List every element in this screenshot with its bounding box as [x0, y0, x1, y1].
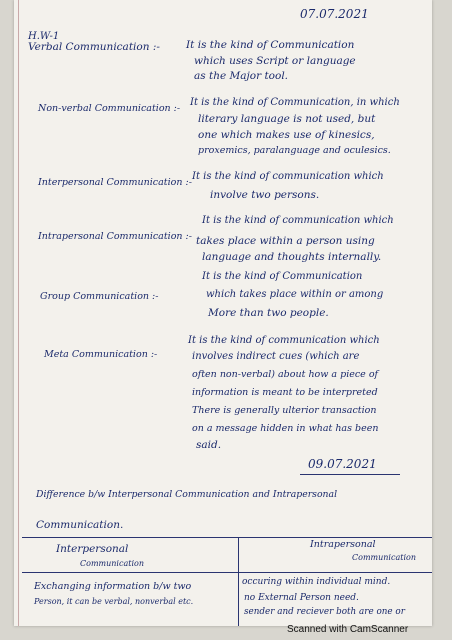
difference-title-2: Communication.: [36, 519, 124, 531]
table-col1-row-1: Exchanging information b/w two: [34, 581, 192, 592]
def-meta-1: It is the kind of communication which: [188, 335, 380, 346]
margin-line: [18, 0, 19, 626]
difference-title-1: Difference b/w Interpersonal Communication and Intrapersonal: [36, 489, 338, 500]
date-underline: [300, 474, 400, 475]
table-col1-row-2: Person, it can be verbal, nonverbal etc.: [34, 597, 194, 606]
heading-hw: H.W-1: [28, 31, 60, 42]
def-interpersonal-1: It is the kind of communication which: [192, 171, 384, 182]
table-col2-row-3: sender and reciever both are one or: [244, 607, 405, 617]
term-nonverbal: Non-verbal Communication :-: [38, 103, 181, 114]
def-meta-2: involves indirect cues (which are: [192, 351, 360, 362]
def-nonverbal-2: literary language is not used, but: [198, 113, 376, 125]
def-nonverbal-4: proxemics, paralanguage and oculesics.: [198, 145, 391, 156]
table-top-line: [22, 537, 432, 538]
def-meta-3: often non-verbal) about how a piece of: [192, 369, 379, 380]
def-group-1: It is the kind of Communication: [202, 271, 363, 282]
def-intrapersonal-3: language and thoughts internally.: [202, 251, 382, 263]
term-intrapersonal: Intrapersonal Communication :-: [38, 231, 192, 242]
term-group: Group Communication :-: [40, 291, 159, 302]
table-column-divider: [238, 537, 239, 626]
def-intrapersonal-1: It is the kind of communication which: [202, 215, 394, 226]
def-verbal-2: which uses Script or language: [194, 55, 356, 67]
table-col1-header-2: Communication: [80, 559, 144, 568]
notebook-page: [14, 0, 432, 626]
def-meta-4: information is meant to be interpreted: [192, 387, 378, 398]
scanner-watermark: Scanned with CamScanner: [287, 624, 409, 635]
date-top: 07.07.2021: [300, 7, 369, 21]
def-verbal-1: It is the kind of Communication: [186, 39, 355, 51]
table-col2-header-1: Intrapersonal: [310, 539, 376, 550]
def-group-2: which takes place within or among: [206, 289, 384, 300]
def-group-3: More than two people.: [208, 307, 329, 319]
def-interpersonal-2: involve two persons.: [210, 189, 320, 201]
term-verbal: Verbal Communication :-: [28, 41, 160, 53]
def-meta-7: said.: [196, 439, 222, 451]
table-col2-row-1: occuring within individual mind.: [242, 577, 391, 587]
def-verbal-3: as the Major tool.: [194, 70, 289, 82]
def-nonverbal-1: It is the kind of Communication, in which: [190, 97, 400, 108]
table-header-line: [22, 572, 432, 573]
def-nonverbal-3: one which makes use of kinesics,: [198, 129, 375, 141]
term-meta: Meta Communication :-: [44, 349, 158, 360]
def-intrapersonal-2: takes place within a person using: [196, 235, 375, 247]
table-col1-header-1: Interpersonal: [56, 543, 129, 555]
table-col2-header-2: Communication: [352, 553, 416, 562]
table-col2-row-2: no External Person need.: [244, 593, 359, 603]
date-second: 09.07.2021: [308, 457, 377, 471]
term-interpersonal: Interpersonal Communication :-: [38, 177, 192, 188]
def-meta-5: There is generally ulterior transaction: [192, 405, 377, 416]
def-meta-6: on a message hidden in what has been: [192, 423, 379, 434]
